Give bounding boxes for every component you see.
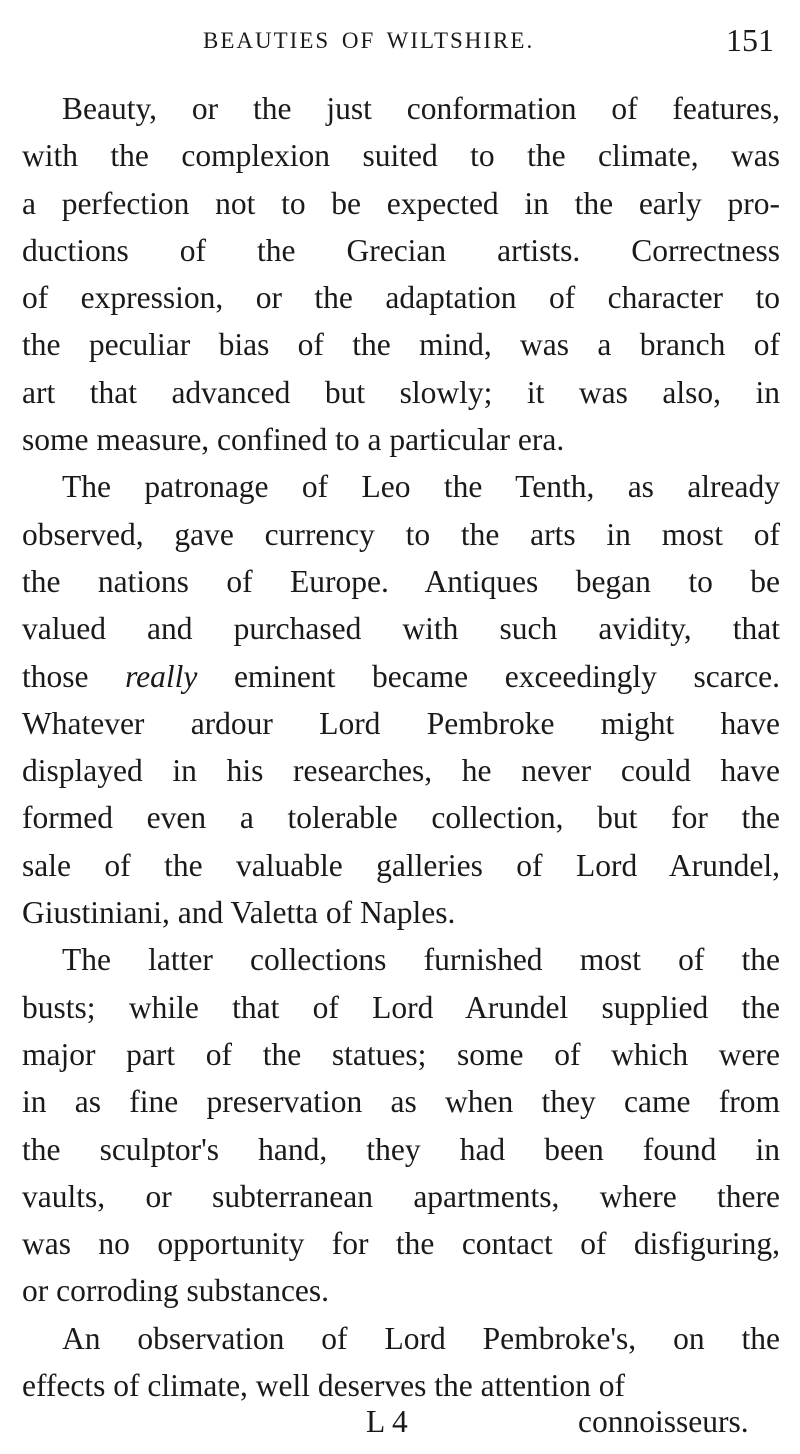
running-title: BEAUTIES OF WILTSHIRE. — [203, 28, 535, 53]
text-line: the sculptor's hand, they had been found in — [22, 1131, 780, 1167]
catchword: connoisseurs. — [578, 1404, 749, 1439]
paragraph — [22, 1315, 780, 1410]
text-line: valued and purchased with such avidity, that — [22, 611, 780, 647]
italic-emphasis: really — [125, 658, 198, 694]
text-line: of expression, or the adaptation of character to — [22, 280, 780, 316]
text-line: art that advanced but slowly; it was also, in — [22, 374, 780, 410]
page-number: 151 — [726, 22, 774, 58]
text-line: the nations of Europe. Antiques began to be — [22, 563, 780, 599]
paragraph — [22, 463, 780, 936]
text-line: sale of the valuable galleries of Lord Arundel, — [22, 847, 780, 883]
text-line: Giustiniani, and Valetta of Naples. — [22, 895, 456, 931]
text-line: An observation of Lord Pembroke's, on the — [62, 1320, 780, 1356]
text-line: major part of the statues; some of which were — [22, 1036, 780, 1072]
text-line: observed, gave currency to the arts in most of — [22, 516, 780, 552]
text-line: with the complexion suited to the climate, was — [22, 138, 780, 174]
text-line: or corroding substances. — [22, 1273, 330, 1309]
text-line: The latter collections furnished most of the — [62, 942, 780, 978]
text-line: Beauty, or the just conformation of features, — [62, 91, 780, 126]
text-line: The patronage of Leo the Tenth, as already — [62, 469, 780, 505]
text-line: vaults, or subterranean apartments, where there — [22, 1178, 780, 1214]
text-run: those — [22, 658, 126, 694]
text-line: formed even a tolerable collection, but for the — [22, 800, 780, 836]
text-line: effects of climate, well deserves the attention of — [22, 1368, 625, 1404]
text-line: some measure, confined to a particular era. — [22, 422, 565, 458]
paragraph — [22, 936, 780, 1314]
text-line: displayed in his researches, he never could have — [22, 753, 780, 789]
text-line — [22, 653, 780, 700]
text-line: the peculiar bias of the mind, was a branch of — [22, 327, 780, 363]
page-foot — [0, 1404, 800, 1448]
text-line: a perfection not to be expected in the early pro- — [22, 185, 780, 221]
body-text — [22, 85, 780, 1409]
text-line: in as fine preservation as when they came from — [22, 1084, 780, 1120]
text-line: busts; while that of Lord Arundel supplied the — [22, 989, 780, 1025]
paragraph — [22, 85, 780, 463]
text-line: was no opportunity for the contact of disfiguring, — [22, 1226, 780, 1262]
text-line: Whatever ardour Lord Pembroke might have — [22, 705, 780, 741]
running-head — [0, 22, 800, 62]
signature-mark: L 4 — [366, 1404, 408, 1439]
text-line: ductions of the Grecian artists. Correctness — [22, 232, 780, 268]
text-run: eminent became exceedingly scarce. — [197, 658, 780, 694]
